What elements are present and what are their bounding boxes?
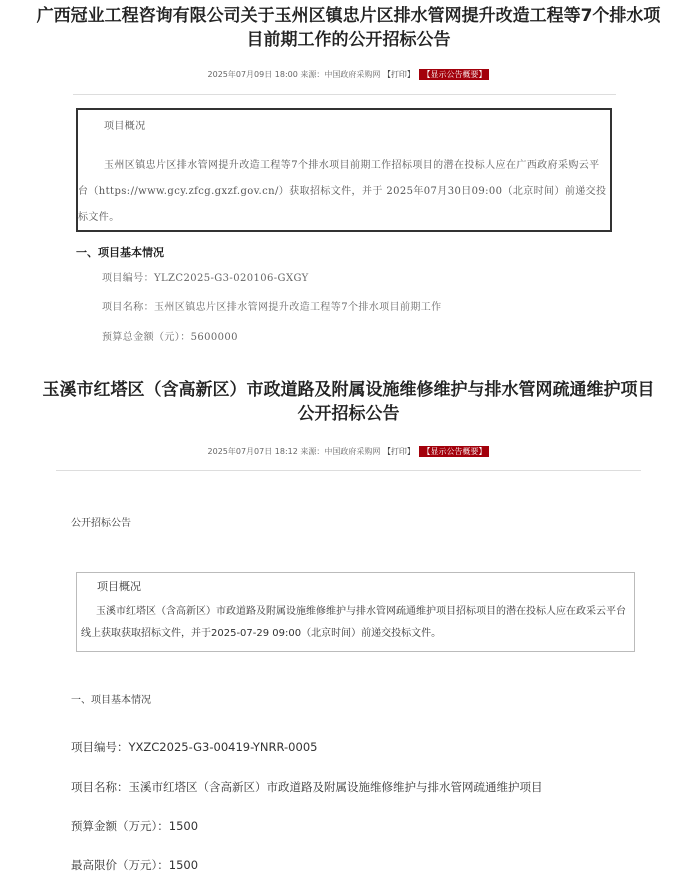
- notice2-meta: [0, 446, 697, 458]
- notice2-print-link[interactable]: 【打印】: [382, 447, 415, 456]
- notice1-project-name: 项目名称：玉州区镇忠片区排水管网提升改造工程等7个排水项目前期工作: [102, 302, 442, 313]
- notice2-summary-button[interactable]: 【显示公告概要】: [419, 446, 489, 457]
- notice2-date: 2025年07月07日 18:12: [207, 447, 298, 456]
- notice2-title-line2: 公开招标公告: [297, 404, 400, 424]
- notice2-overview-text: 玉溪市红塔区（含高新区）市政道路及附属设施维修维护与排水管网疏通维护项目招标项目的潜在投标人应在政采云平台线上获取获取招标文件，并于2025-07-29 09:00（北京时间）前递交投标文件。: [81, 606, 626, 639]
- notice1-overview-heading: 项目概况: [104, 121, 146, 132]
- notice1-print-link[interactable]: 【打印】: [382, 70, 415, 79]
- notice2-divider: [56, 470, 641, 471]
- notice1-meta: [0, 69, 697, 81]
- notice2-budget: 预算金额（万元）：1500: [71, 819, 199, 833]
- notice2-overview-heading: 项目概况: [97, 580, 141, 593]
- notice1-title-line2: 目前期工作的公开招标公告: [246, 30, 451, 50]
- notice1-overview-box: [76, 108, 612, 232]
- notice1-date: 2025年07月09日 18:00: [207, 70, 298, 79]
- notice1-section-heading: 一、项目基本情况: [76, 246, 164, 259]
- notice1-summary-button[interactable]: 【显示公告概要】: [419, 69, 489, 80]
- notice2-source[interactable]: 中国政府采购网: [324, 447, 381, 456]
- notice1-source-label: 来源：: [300, 70, 325, 79]
- notice2-project-name: 项目名称：玉溪市红塔区（含高新区）市政道路及附属设施维修维护与排水管网疏通维护项目: [71, 780, 543, 794]
- notice2-title: [0, 378, 697, 426]
- notice1-title: [0, 4, 697, 52]
- notice2-project-number: 项目编号：YXZC2025-G3-00419-YNRR-0005: [71, 740, 318, 754]
- notice2-overview-box: [76, 572, 635, 652]
- notice1-overview-text: 玉州区镇忠片区排水管网提升改造工程等7个排水项目前期工作招标项目的潜在投标人应在广西政府采购云平台（https://www.gcy.zfcg.gxzf.gov.cn/）获取招标文件，并于 2025年07月30日09:00（北京时间）前递交投标文件。: [78, 160, 607, 223]
- notice1-budget: 预算总金额（元）：5600000: [102, 332, 238, 343]
- notice1-source[interactable]: 中国政府采购网: [324, 70, 381, 79]
- notice1-project-number: 项目编号：YLZC2025-G3-020106-GXGY: [102, 273, 309, 284]
- notice2-source-label: 来源：: [300, 447, 325, 456]
- notice2-title-line1: 玉溪市红塔区（含高新区）市政道路及附属设施维修维护与排水管网疏通维护项目: [42, 380, 655, 400]
- notice2-max-price: 最高限价（万元）：1500: [71, 858, 199, 872]
- notice2-section-heading: 一、项目基本情况: [71, 695, 151, 706]
- notice1-title-line1: 广西冠业工程咨询有限公司关于玉州区镇忠片区排水管网提升改造工程等7个排水项: [36, 6, 661, 26]
- notice1-divider: [73, 94, 616, 95]
- notice2-label: 公开招标公告: [71, 518, 131, 529]
